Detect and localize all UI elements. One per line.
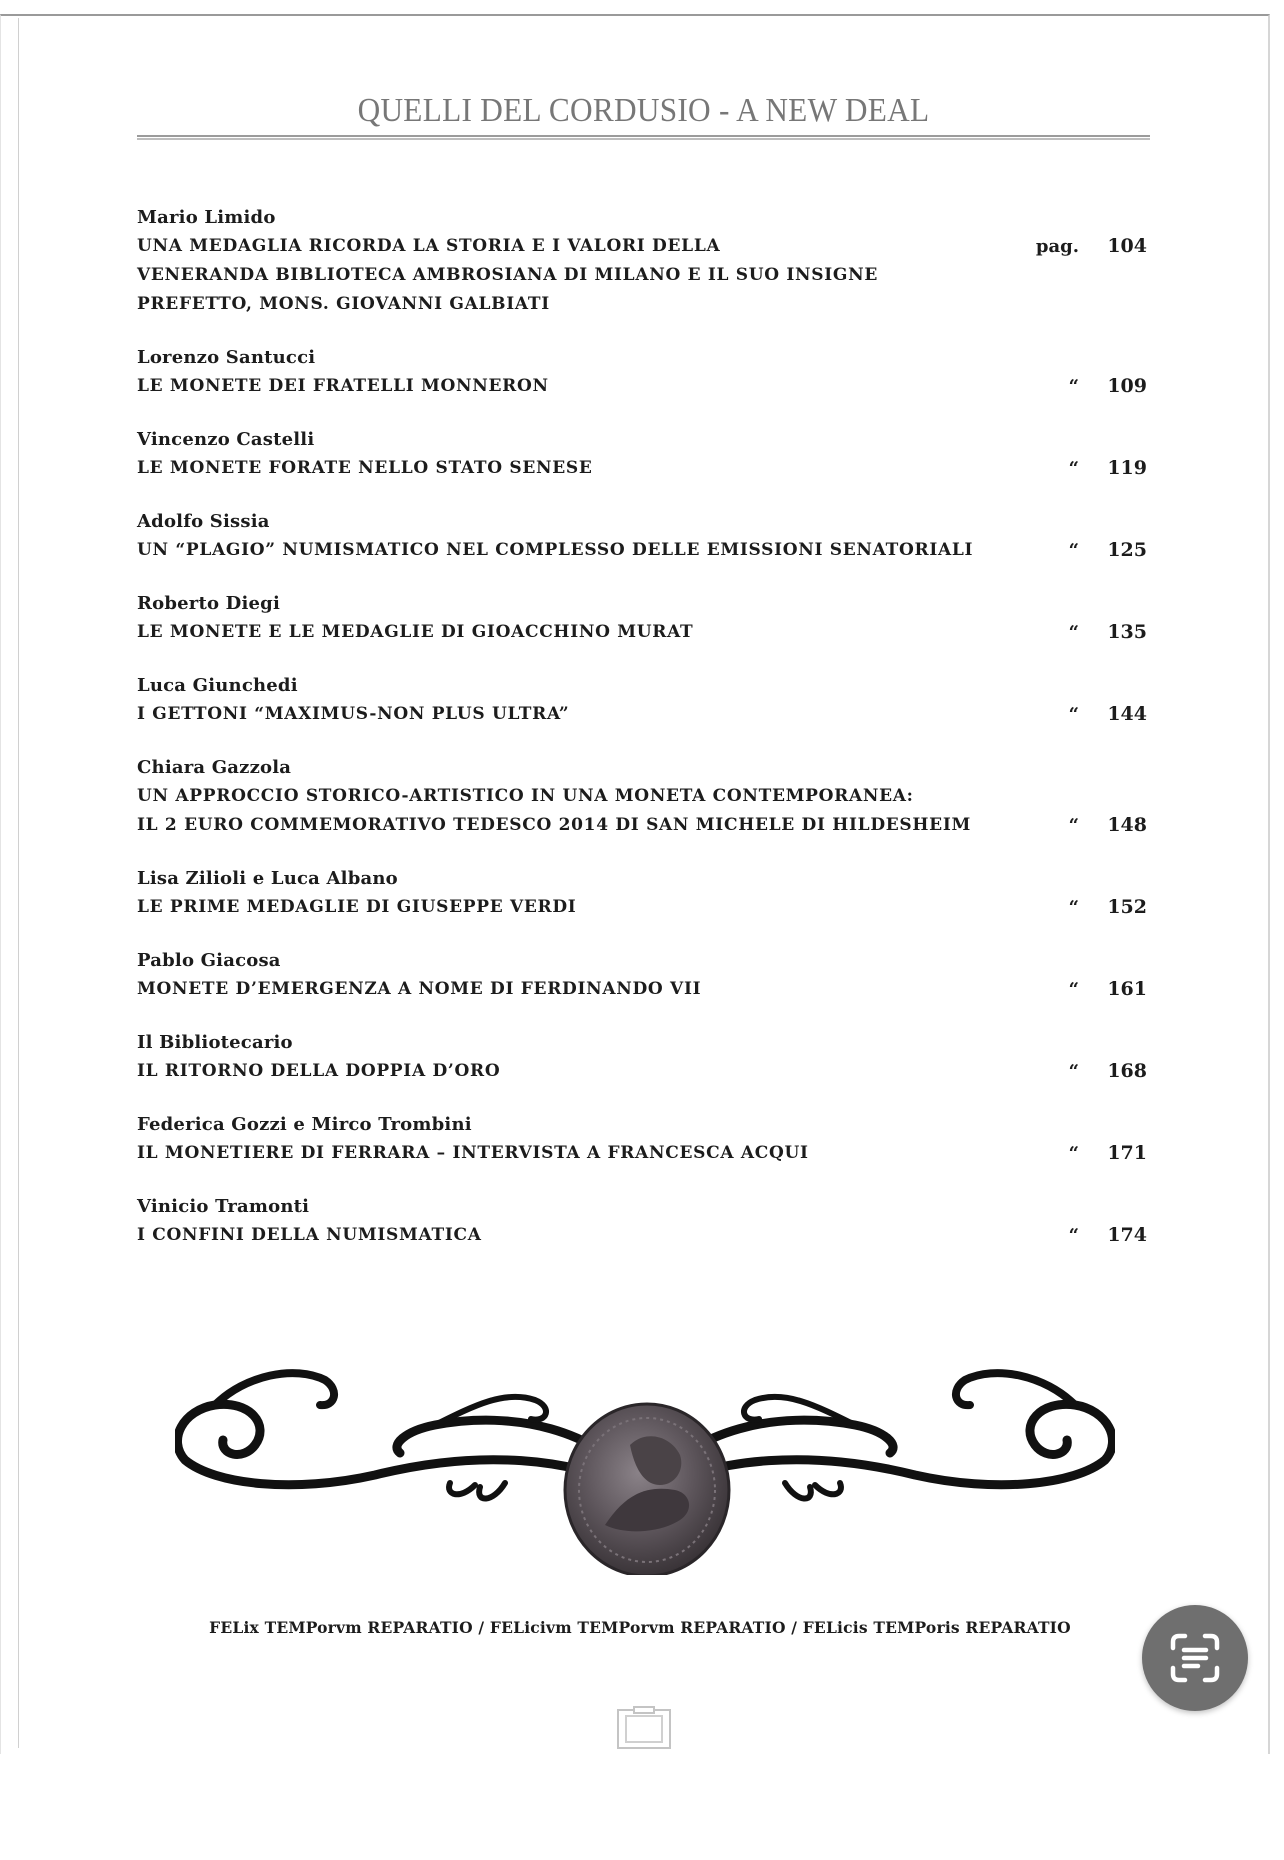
toc-article-title: UNA MEDAGLIA RICORDA LA STORIA E I VALORI DELLA	[137, 236, 721, 256]
toc-page-number: 168	[1107, 1060, 1147, 1082]
scroll-ornament-icon	[175, 1335, 1115, 1575]
toc-article-title: UN APPROCCIO STORICO-ARTISTICO IN UNA MONETA CONTEMPORANEA:	[137, 786, 914, 806]
toc-entry[interactable]	[137, 1028, 1147, 1086]
toc-article-title: MONETE D’EMERGENZA A NOME DI FERDINANDO VII	[137, 979, 702, 999]
toc-author: Il Bibliotecario	[137, 1032, 293, 1053]
toc-article-title: LE MONETE DEI FRATELLI MONNERON	[137, 376, 549, 396]
toc-article-title: PREFETTO, MONS. GIOVANNI GALBIATI	[137, 294, 550, 314]
page-frame-icon	[614, 1706, 674, 1750]
toc-entry[interactable]	[137, 425, 1147, 483]
toc-author: Lorenzo Santucci	[137, 347, 316, 368]
toc-author: Adolfo Sissia	[137, 511, 270, 532]
table-of-contents	[137, 203, 1147, 1274]
toc-entry[interactable]	[137, 671, 1147, 729]
toc-page-marker: “	[1068, 376, 1079, 397]
toc-page-number: 119	[1107, 457, 1147, 479]
toc-page-marker: “	[1068, 540, 1079, 561]
toc-page-marker: “	[1068, 622, 1079, 643]
toc-entry[interactable]	[137, 1192, 1147, 1250]
toc-entry[interactable]	[137, 589, 1147, 647]
toc-author: Vinicio Tramonti	[137, 1196, 310, 1217]
toc-article-title: I CONFINI DELLA NUMISMATICA	[137, 1225, 482, 1245]
toc-page-number: 144	[1107, 703, 1147, 725]
toc-article-title: LE PRIME MEDAGLIE DI GIUSEPPE VERDI	[137, 897, 577, 917]
toc-author: Mario Limido	[137, 207, 276, 228]
page-edge	[18, 18, 19, 1748]
toc-page-number: 109	[1107, 375, 1147, 397]
toc-page-marker: “	[1068, 704, 1079, 725]
toc-article-title: I GETTONI “MAXIMUS-NON PLUS ULTRA”	[137, 704, 570, 724]
toc-author: Vincenzo Castelli	[137, 429, 315, 450]
toc-article-title: LE MONETE E LE MEDAGLIE DI GIOACCHINO MURAT	[137, 622, 694, 642]
toc-page-number: 152	[1107, 896, 1147, 918]
toc-page-marker: “	[1068, 1225, 1079, 1246]
toc-entry[interactable]	[137, 864, 1147, 922]
toc-entry[interactable]	[137, 946, 1147, 1004]
toc-entry[interactable]	[137, 507, 1147, 565]
toc-page-marker: “	[1068, 979, 1079, 1000]
page-title: QUELLI DEL CORDUSIO - A NEW DEAL	[357, 92, 930, 129]
toc-article-title: UN “PLAGIO” NUMISMATICO NEL COMPLESSO DELLE EMISSIONI SENATORIALI	[137, 540, 974, 560]
toc-entry[interactable]	[137, 203, 1147, 319]
title-rule	[137, 135, 1150, 140]
toc-author: Roberto Diegi	[137, 593, 280, 614]
toc-page-marker: “	[1068, 897, 1079, 918]
toc-page-number: 171	[1107, 1142, 1147, 1164]
toc-page-number: 161	[1107, 978, 1147, 1000]
toc-article-title: LE MONETE FORATE NELLO STATO SENESE	[137, 458, 593, 478]
toc-page-marker: “	[1068, 458, 1079, 479]
toc-article-title: IL RITORNO DELLA DOPPIA D’ORO	[137, 1061, 501, 1081]
toc-article-title: IL MONETIERE DI FERRARA – INTERVISTA A FRANCESCA ACQUI	[137, 1143, 809, 1163]
toc-page-number: 125	[1107, 539, 1147, 561]
toc-entry[interactable]	[137, 343, 1147, 401]
toc-author: Lisa Zilioli e Luca Albano	[137, 868, 398, 889]
toc-entry[interactable]	[137, 1110, 1147, 1168]
toc-page-number: 148	[1107, 814, 1147, 836]
toc-page-number: 104	[1107, 235, 1147, 257]
toc-page-number: 135	[1107, 621, 1147, 643]
motto-caption: FELix TEMPorvm REPARATIO / FELicivm TEMPorvm REPARATIO / FELicis TEMPoris REPARATIO	[209, 1618, 1071, 1637]
toc-author: Federica Gozzi e Mirco Trombini	[137, 1114, 472, 1135]
toc-article-title: VENERANDA BIBLIOTECA AMBROSIANA DI MILANO E IL SUO INSIGNE	[137, 265, 879, 285]
toc-author: Chiara Gazzola	[137, 757, 292, 778]
scan-text-button[interactable]	[1142, 1605, 1248, 1711]
toc-entry[interactable]	[137, 753, 1147, 840]
toc-page-marker: “	[1068, 1061, 1079, 1082]
toc-page-marker: pag.	[1035, 236, 1079, 257]
toc-author: Luca Giunchedi	[137, 675, 298, 696]
toc-author: Pablo Giacosa	[137, 950, 281, 971]
toc-page-number: 174	[1107, 1224, 1147, 1246]
toc-page-marker: “	[1068, 1143, 1079, 1164]
text-scan-icon	[1167, 1630, 1223, 1686]
toc-article-title: IL 2 EURO COMMEMORATIVO TEDESCO 2014 DI SAN MICHELE DI HILDESHEIM	[137, 815, 971, 835]
toc-page-marker: “	[1068, 815, 1079, 836]
